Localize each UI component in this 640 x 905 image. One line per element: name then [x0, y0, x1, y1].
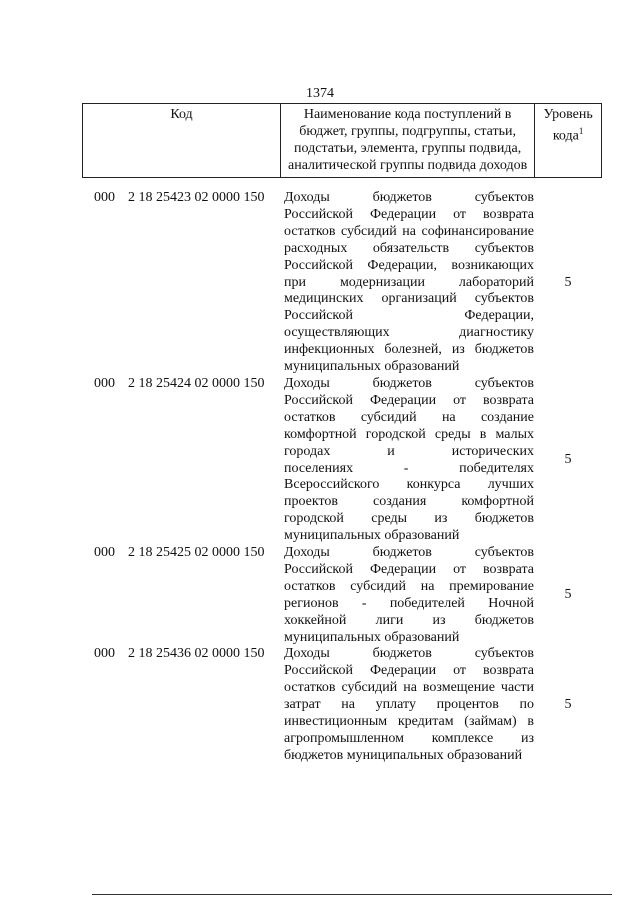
income-code: 2 18 25436 02 0000 150	[128, 646, 265, 662]
income-name-line: регионов - победителей Ночной	[284, 595, 534, 611]
income-name	[284, 190, 534, 376]
footnote-marker: 1	[578, 126, 584, 136]
code-level: 5	[564, 274, 572, 290]
income-name-line: городской среды из бюджетов	[284, 511, 534, 527]
header-name-line: аналитической группы подвида доходов	[288, 158, 528, 173]
income-name-line: Российской Федерации от возврата	[284, 663, 534, 679]
income-name-line: инфекционных болезней, из бюджетов	[284, 342, 534, 358]
table-row	[82, 545, 602, 646]
income-name-line: муниципальных образований	[284, 629, 460, 645]
income-name	[284, 545, 534, 646]
income-name-line: Российской Федерации от возврата	[284, 561, 534, 577]
table-row	[82, 376, 602, 545]
header-level-line	[537, 123, 599, 145]
income-name-line: инвестиционным кредитам (займам) в	[284, 714, 534, 730]
admin-code: 000	[94, 646, 115, 662]
income-name-line: поселениях - победителях	[284, 460, 534, 476]
header-level	[535, 104, 602, 178]
income-name-line: Российской Федерации от возврата	[284, 392, 534, 408]
income-name-line: расходных обязательств субъектов	[284, 240, 534, 256]
income-name-line: комфортной городской среды в малых	[284, 426, 534, 442]
page-number: 1374	[306, 86, 334, 101]
code-level: 5	[564, 452, 572, 468]
income-code: 2 18 25424 02 0000 150	[128, 375, 265, 391]
income-name-line: проектов создания комфортной	[284, 494, 534, 510]
income-name-line: медицинских организаций субъектов	[284, 291, 534, 307]
header-level-word: кода	[552, 128, 579, 144]
income-name-line: остатков субсидий на софинансирование	[284, 223, 534, 239]
table-row	[82, 646, 602, 764]
income-name-line: Российской Федерации,	[284, 308, 534, 324]
income-code: 2 18 25425 02 0000 150	[128, 545, 265, 561]
header-name	[281, 104, 535, 178]
admin-code: 000	[94, 375, 115, 391]
table-row	[82, 190, 602, 376]
admin-code: 000	[94, 190, 115, 205]
income-name-line: остатков субсидий на премирование	[284, 578, 534, 594]
bottom-rule	[92, 894, 612, 895]
header-code: Код	[83, 104, 281, 178]
income-name-line: Доходы бюджетов субъектов	[284, 545, 534, 561]
income-name-line: остатков субсидий на возмещение части	[284, 680, 534, 696]
income-name-line: муниципальных образований	[284, 359, 460, 375]
income-name	[284, 376, 534, 545]
admin-code: 000	[94, 545, 115, 561]
header-name-line: бюджет, группы, подгруппы, статьи,	[299, 124, 516, 139]
income-name-line: Российской Федерации от возврата	[284, 206, 534, 222]
header-name-line: Наименование кода поступлений в	[303, 107, 512, 122]
income-name-line: муниципальных образований	[284, 528, 460, 544]
income-code: 2 18 25423 02 0000 150	[128, 190, 265, 205]
code-level: 5	[564, 587, 572, 603]
income-name-line: Российской Федерации, возникающих	[284, 257, 534, 273]
income-name-line: затрат на уплату процентов по	[284, 697, 534, 713]
income-name-line: хоккейной лиги из бюджетов	[284, 612, 534, 628]
income-name-line: Всероссийского конкурса лучших	[284, 477, 534, 493]
income-name-line: Доходы бюджетов субъектов	[284, 646, 534, 662]
income-name-line: осуществляющих диагностику	[284, 325, 534, 341]
income-name-line: Доходы бюджетов субъектов	[284, 190, 534, 205]
table-header	[82, 103, 602, 178]
income-name-line: агропромышленном комплексе из	[284, 731, 534, 746]
income-name-line: при модернизации лабораторий	[284, 274, 534, 290]
header-name-line: подстатьи, элемента, группы подвида,	[294, 141, 522, 156]
income-code-list	[82, 190, 602, 765]
code-level: 5	[564, 697, 572, 713]
income-name-line: остатков субсидий на создание	[284, 409, 534, 425]
income-name	[284, 646, 534, 764]
income-name-line: городах и исторических	[284, 443, 534, 459]
header-level-line: Уровень	[543, 107, 593, 122]
income-name-line: бюджетов муниципальных образований	[284, 747, 523, 763]
income-name-line: Доходы бюджетов субъектов	[284, 375, 534, 391]
